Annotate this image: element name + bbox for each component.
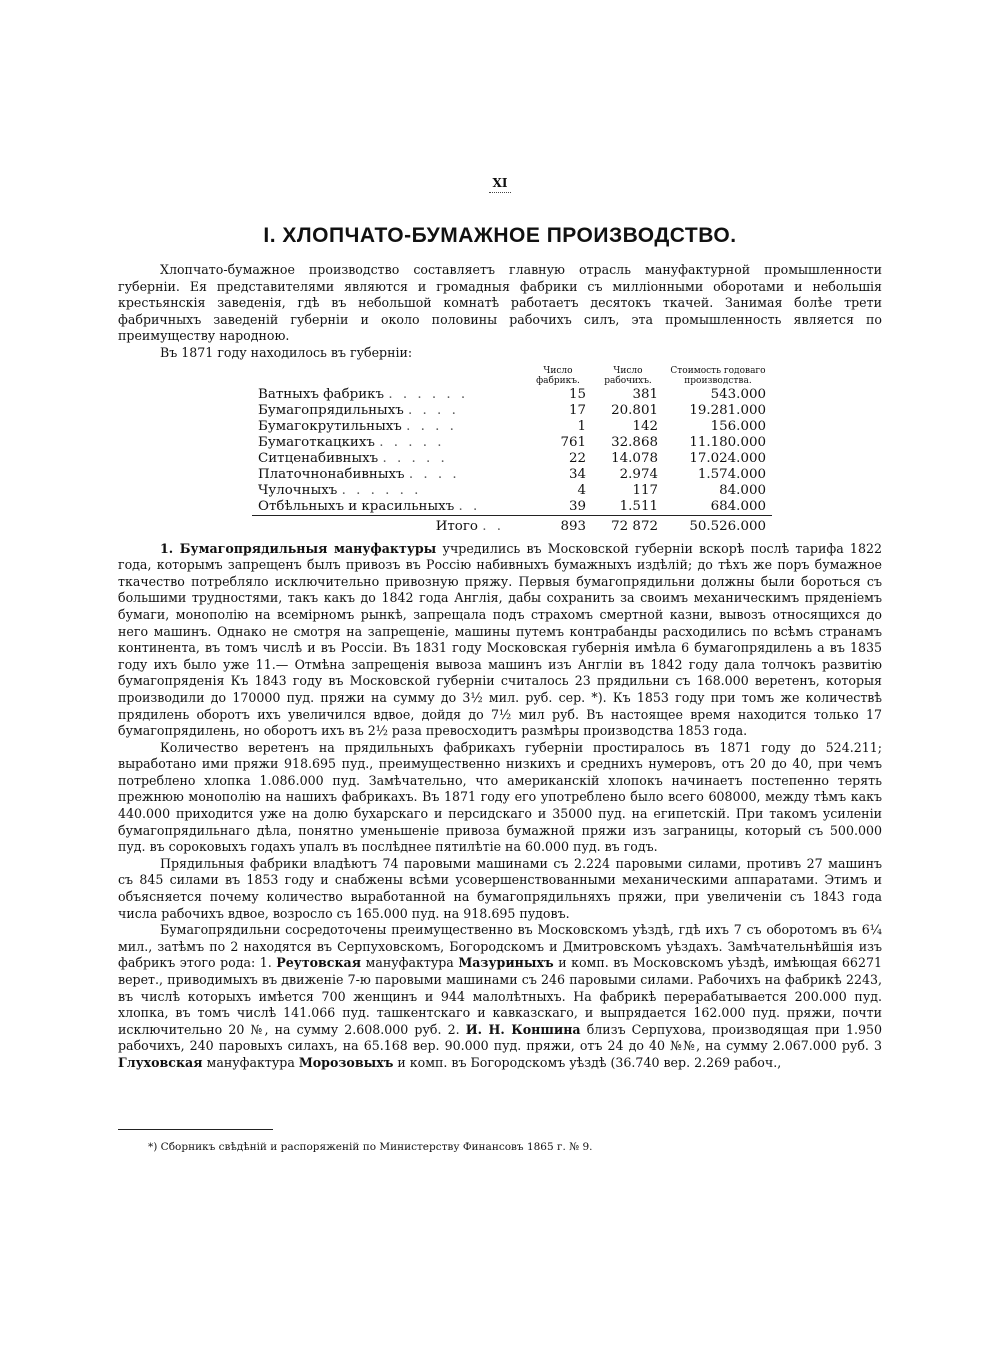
paragraph-3: Прядильныя фабрики владѣютъ 74 паровыми машинами съ 2.224 паровыми силами, противъ 27 машинъ съ 845 силами въ 1853 году и снабжены всѣми усовершенствованными механическими аппаратами. Этимъ и объясняется почему количество выработанной на бумагопрядильняхъ пряжи, при увеличеніи съ 1843 года числа рабочихъ вдвое, возросло съ 165.000 пуд. на 918.695 пудовъ. (118, 855, 882, 921)
table-row: Бумаготкацкихъ . . . . . 761 32.868 11.180.000 (258, 434, 766, 450)
table-row: Ситценабивныхъ . . . . . 22 14.078 17.024.000 (258, 450, 766, 466)
paragraph-4: Бумагопрядильни сосредоточены преимущественно въ Московскомъ уѣздѣ, гдѣ ихъ 7 съ оборотомъ въ 6¼ мил., затѣмъ по 2 находятся въ Серпуховскомъ, Богородскомъ и Дмитровскомъ уѣздахъ. Замѣчательнѣйшія изъ фабрикъ этого рода: 1. Реутовская мануфактура Мазуриныхъ и комп. въ Московскомъ уѣздѣ, имѣющая 66271 верет., приводимыхъ въ движеніе 7-ю паровыми машинами съ 246 паровыми силами. Рабочихъ на фабрикѣ 2243, въ числѣ которыхъ имѣется 700 женщинъ и 944 малолѣтныхъ. На фабрикѣ перерабатывается 200.000 пуд. хлопка, въ томъ числѣ 141.066 пуд. ташкентскаго и кавказскаго, и выпрядается 162.000 пуд. пряжи, почти исключительно 20 №, на сумму 2.608.000 руб. 2. И. Н. Коншина близъ Серпухова, производящая при 1.950 рабочихъ, 240 паровыхъ силахъ, на 65.168 вер. 90.000 пуд. пряжи, отъ 24 до 40 №№, на сумму 2.067.000 руб. 3 Глуховская мануфактура Морозовыхъ и комп. въ Богородскомъ уѣздѣ (36.740 вер. 2.269 рабоч., (118, 922, 882, 1070)
table-header-factories: Число фабрикъ. (536, 365, 580, 386)
intro-paragraph: Хлопчато-бумажное производство составляетъ главную отрасль мануфактурной промышленности губерніи. Ея представителями являются и громадныя фабрики съ милліонными оборотами и небольшія крестьянскія заведенія, гдѣ въ небольшой комнатѣ работаетъ десятокъ ткачей. Занимая болѣе трети фабричныхъ заведеній губерніи и около половины рабочихъ силъ, эта промышленность является по преимуществу народною. (118, 262, 882, 344)
paragraph-2: Количество веретенъ на прядильныхъ фабрикахъ губерніи простиралось въ 1871 году до 524.211; выработано ими пряжи 918.695 пуд., преимущественно низкихъ и среднихъ нумеровъ, отъ 20 до 40, при чемъ потреблено хлопка 1.086.000 пуд. Замѣчательно, что американскій хлопокъ начинаетъ постепенно терять прежнюю монополію на нашихъ фабрикахъ. Въ 1871 году его употреблено было всего 608000, между тѣмъ какъ 440.000 приходится уже на долю бухарскаго и персидскаго и 35000 пуд. на египетскій. При такомъ усиленіи бумагопрядильнаго дѣла, понятно уменьшеніе привоза бумажной пряжи изъ заграницы, который съ 500.000 пуд. въ сороковыхъ годахъ упалъ въ послѣднее пятилѣтіе на 60.000 пуд. въ годъ. (118, 739, 882, 855)
table-row: Платочнонабивныхъ . . . . 34 2.974 1.574.000 (258, 466, 766, 482)
table-row: Бумагопрядильныхъ . . . . 17 20.801 19.281.000 (258, 402, 766, 418)
table-intro: Въ 1871 году находилось въ губерніи: (160, 344, 413, 360)
section-title: I. ХЛОПЧАТО-БУМАЖНОЕ ПРОИЗВОДСТВО. (263, 224, 737, 247)
factory-stats-table (252, 366, 772, 535)
table-row: Отбѣльныхъ и красильныхъ . . 39 1.511 684.000 (258, 498, 766, 514)
table-header-blank (252, 366, 524, 387)
section1-paragraph: 1. Бумагопрядильныя мануфактуры учредились въ Московской губерніи вскорѣ послѣ тарифа 1822 года, которымъ запрещенъ былъ привозъ въ Россію набивныхъ бумажныхъ издѣлій; до тѣхъ же поръ бумажное ткачество потребляло исключительно привозную пряжу. Первыя бумагопрядильни должны были бороться съ большими трудностями, такъ какъ до 1842 года Англія, дабы сохранить за своимъ механическимъ пряденіемъ бумаги, монополію на всемірномъ рынкѣ, запрещала подъ страхомъ смертной казни, вывозъ относящихся до него машинъ. Однако не смотря на запрещеніе, машины путемъ контрабанды расходились по всѣмъ странамъ континента, въ томъ числѣ и въ Россіи. Въ 1831 году Московская губернія имѣла 6 бумагопрядилень а въ 1835 году ихъ было уже 11.— Отмѣна запрещенія вывоза машинъ изъ Англіи въ 1842 году дала толчокъ развитію бумагопряденія Къ 1843 году въ Московской губерніи считалось 23 прядильни съ 168.000 веретенъ, которыя производили до 170000 пуд. пряжи на сумму до 3½ мил. руб. сер. *). Къ 1853 году при томъ же количествѣ прядилень оборотъ ихъ увеличился вдвое, дойдя до 7½ мил руб. Въ настоящее время находится только 17 бумагопрядилень, но оборотъ ихъ въ 2½ раза превосходитъ размѣры производства 1853 года. (118, 540, 882, 739)
page-number: XI (0, 176, 1000, 190)
section1-heading: 1. Бумагопрядильныя мануфактуры (160, 540, 437, 556)
main-text (118, 262, 882, 1072)
table-row: Бумагокрутильныхъ . . . . 1 142 156.000 (258, 418, 766, 434)
table-row: Ватныхъ фабрикъ . . . . . . 15 381 543.000 (258, 386, 766, 402)
footnote: *) Сборникъ свѣдѣній и распоряженій по Министерству Финансовъ 1865 г. № 9. (148, 1141, 593, 1153)
table-header-workers: Число рабочихъ. (604, 365, 652, 386)
table-header-value: Стоимость годоваго производства. (670, 365, 766, 386)
table-row: Чулочныхъ . . . . . . 4 117 84.000 (258, 482, 766, 498)
table-total-row: Итого . . 893 72 872 50.526.000 (252, 515, 772, 535)
footnote-divider (118, 1129, 273, 1130)
